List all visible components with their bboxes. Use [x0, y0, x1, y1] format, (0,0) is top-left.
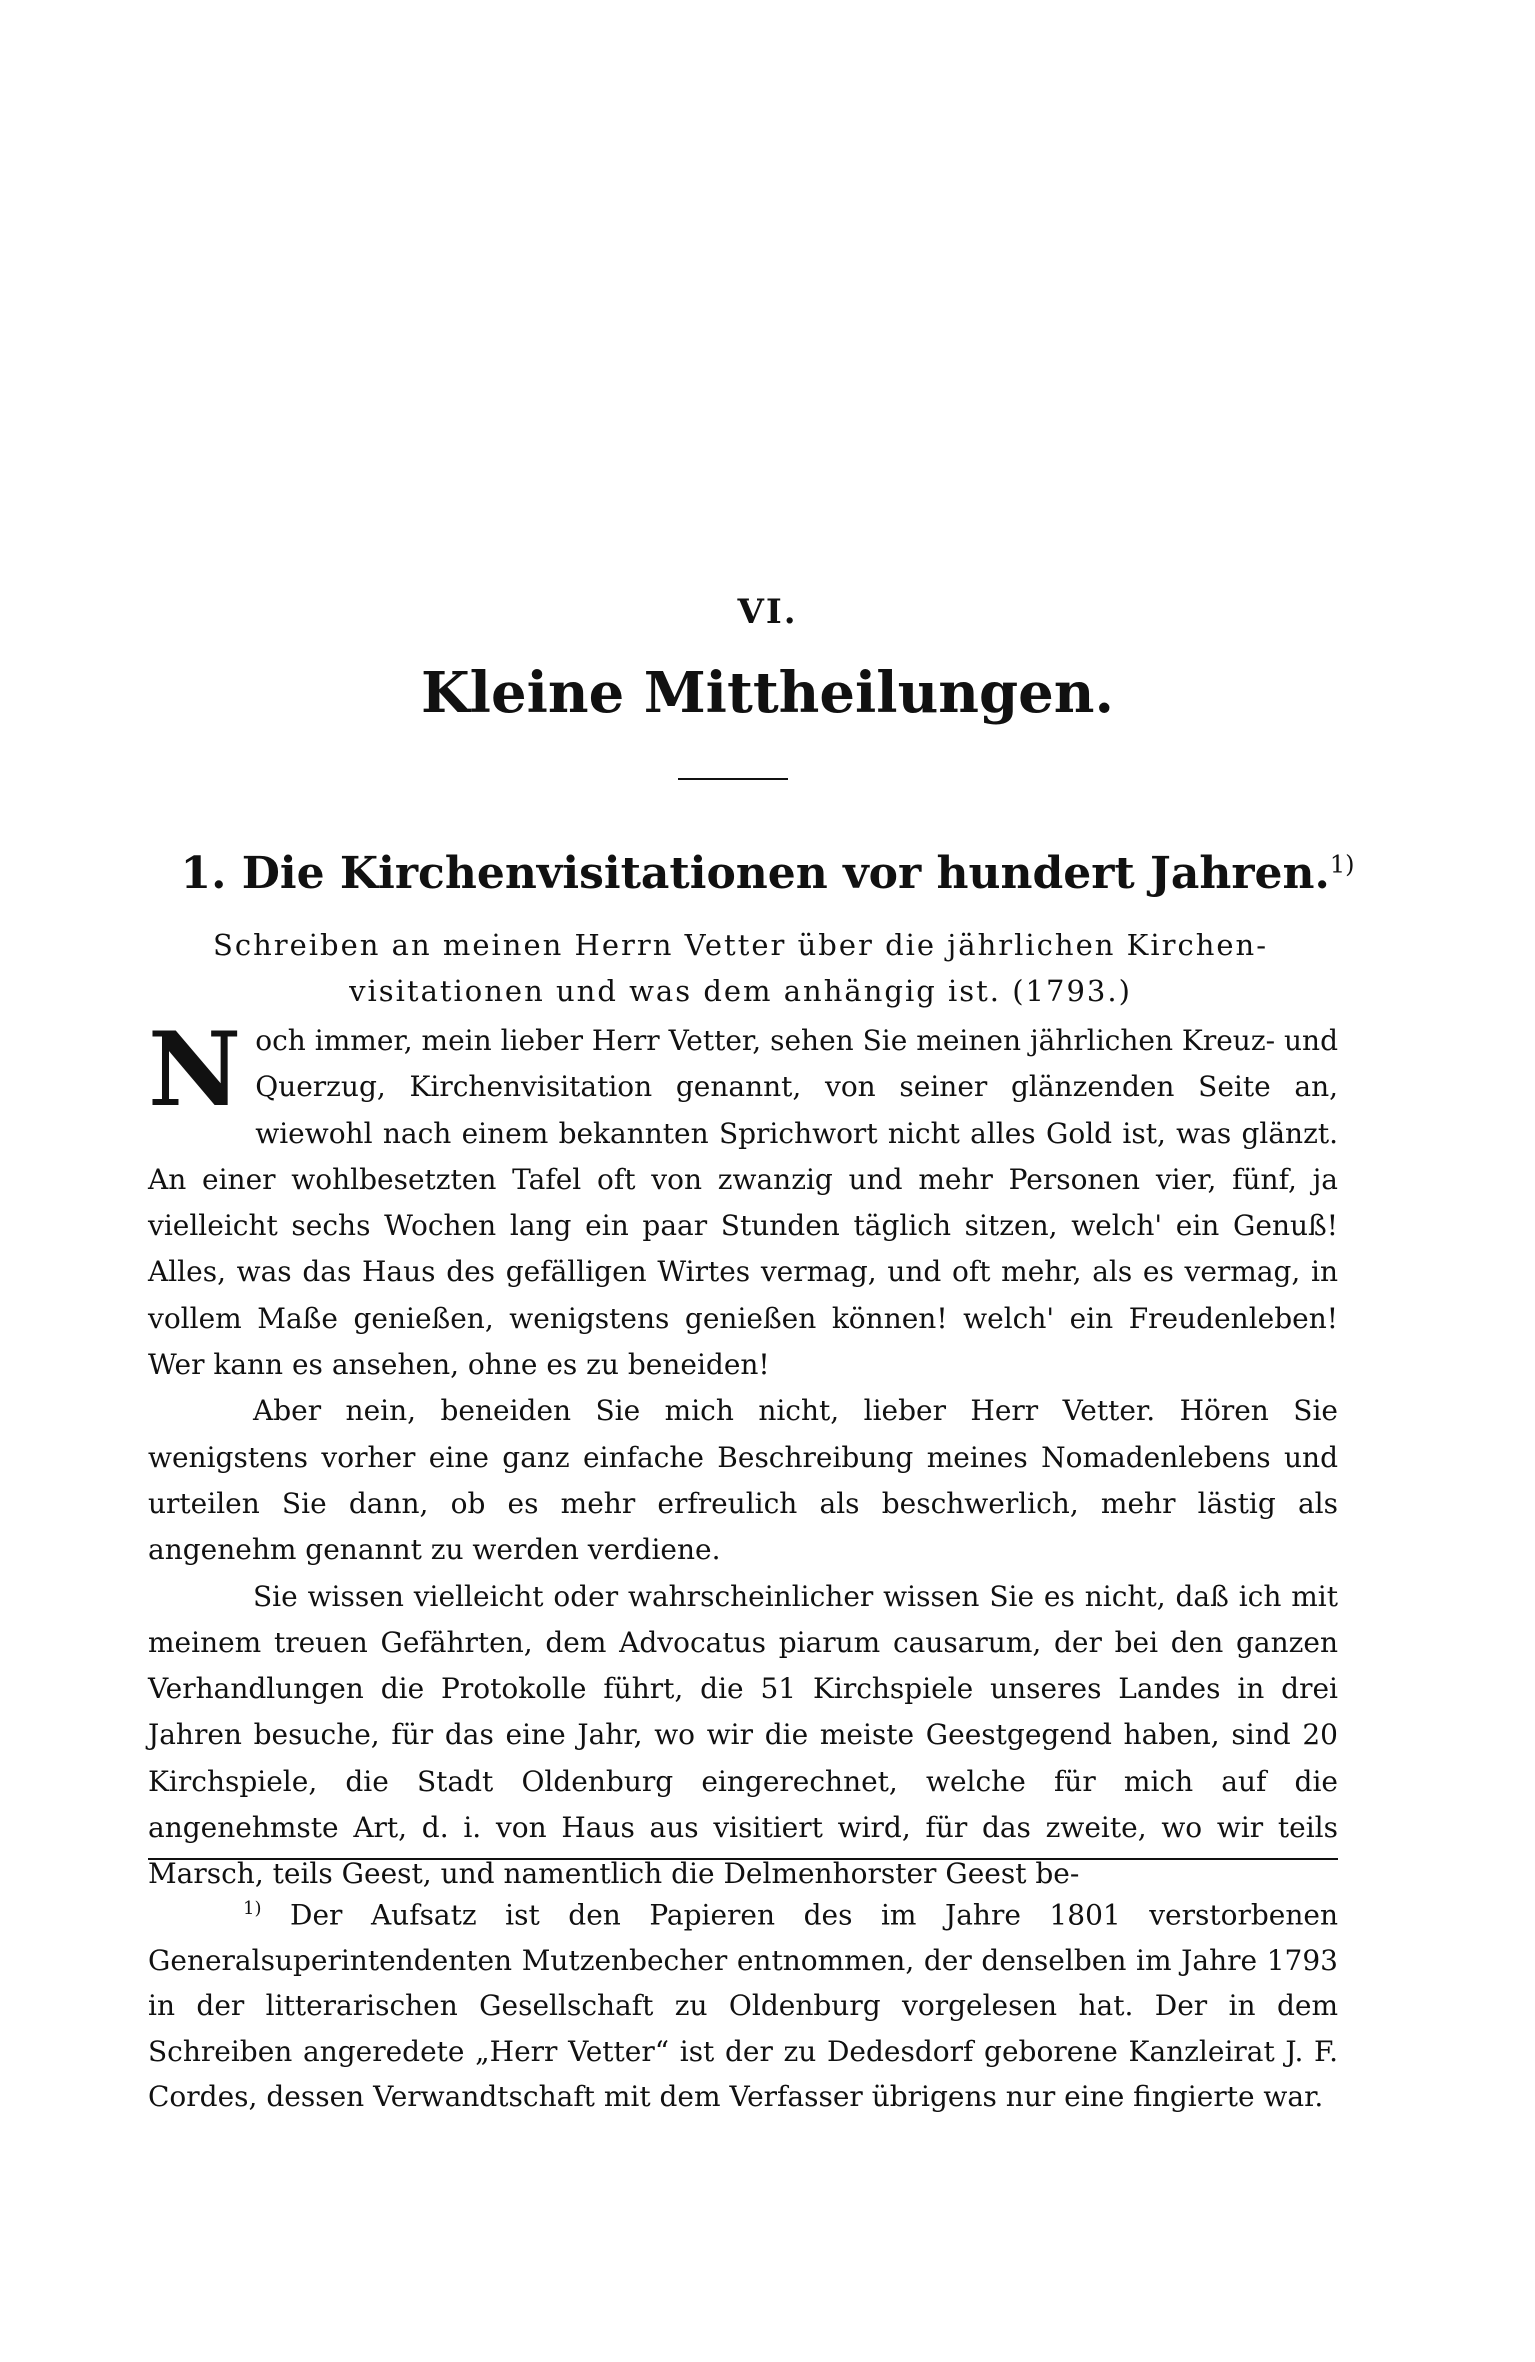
article-title: [0, 848, 1535, 899]
footnote-reference: 1): [1329, 850, 1355, 879]
paragraph-1: [148, 1010, 1338, 1388]
footnote-paragraph: [148, 1886, 1338, 2120]
paragraph-3: Sie wissen vielleicht oder wahrscheinlicher wissen Sie es nicht, daß ich mit meinem treuen Gefährten, dem Advocatus piarum causarum, der bei den ganzen Verhandlungen die Protokolle führt, die 51 Kirchspiele unseres Landes in drei Jahren besuche, für das eine Jahr, wo wir die meiste Geestgegend haben, sind 20 Kirchspiele, die Stadt Oldenburg eingerechnet, welche für mich auf die angenehmste Art, d. i. von Haus aus visitiert wird, für das zweite, wo wir teils Marsch, teils Geest, und namentlich die Delmenhorster Geest be-: [148, 1579, 1338, 1891]
article-subtitle: Schreiben an meinen Herrn Vetter über die jährlichen Kirchen-visitationen und was dem anhängig ist. (1793.): [212, 928, 1269, 1008]
footnote-divider: [148, 1858, 1338, 1860]
chapter-title: Kleine Mittheilungen.: [421, 660, 1114, 726]
body-text: [148, 1010, 1338, 1898]
paragraph-1-text: och immer, mein lieber Herr Vetter, sehen Sie meinen jährlichen Kreuz- und Querzug, Kirchenvisitation genannt, von seiner glänzenden Seite an, wiewohl nach einem bekannten Sprichwort nicht alles Gold ist, was glänzt. An einer wohlbesetzten Tafel oft von zwanzig und mehr Personen vier, fünf, ja vielleicht sechs Wochen lang ein paar Stunden täglich sitzen, welch' ein Genuß! Alles, was das Haus des gefälligen Wirtes vermag, und oft mehr, als es vermag, in vollem Maße genießen, wenigstens genießen können! welch' ein Freudenleben! Wer kann es ansehen, ohne es zu beneiden!: [148, 1024, 1338, 1382]
paragraph-2: Aber nein, beneiden Sie mich nicht, lieber Herr Vetter. Hören Sie wenigstens vorher eine ganz einfache Beschreibung meines Nomadenlebens und urteilen Sie dann, ob es mehr erfreulich als beschwerlich, mehr lästig als angenehm genannt zu werden verdiene.: [148, 1394, 1338, 1567]
article-title-text: 1. Die Kirchenvisitationen vor hundert Jahren.: [180, 848, 1330, 899]
title-divider: [678, 778, 788, 780]
chapter-number: VI.: [737, 592, 798, 632]
drop-cap: N: [148, 1010, 242, 1130]
footnote: [148, 1886, 1338, 2120]
footnote-text: Der Aufsatz ist den Papieren des im Jahre 1801 verstorbenen Generalsuperintendenten Mutzenbecher entnommen, der denselben im Jahre 1793 in der litterarischen Gesellschaft zu Oldenburg vorgelesen hat. Der in dem Schreiben angeredete „Herr Vetter“ ist der zu Dedesdorf geborene Kanzleirat J. F. Cordes, dessen Verwandtschaft mit dem Verfasser übrigens nur eine fingierte war.: [148, 1898, 1338, 2114]
footnote-mark: 1): [243, 1898, 262, 1919]
